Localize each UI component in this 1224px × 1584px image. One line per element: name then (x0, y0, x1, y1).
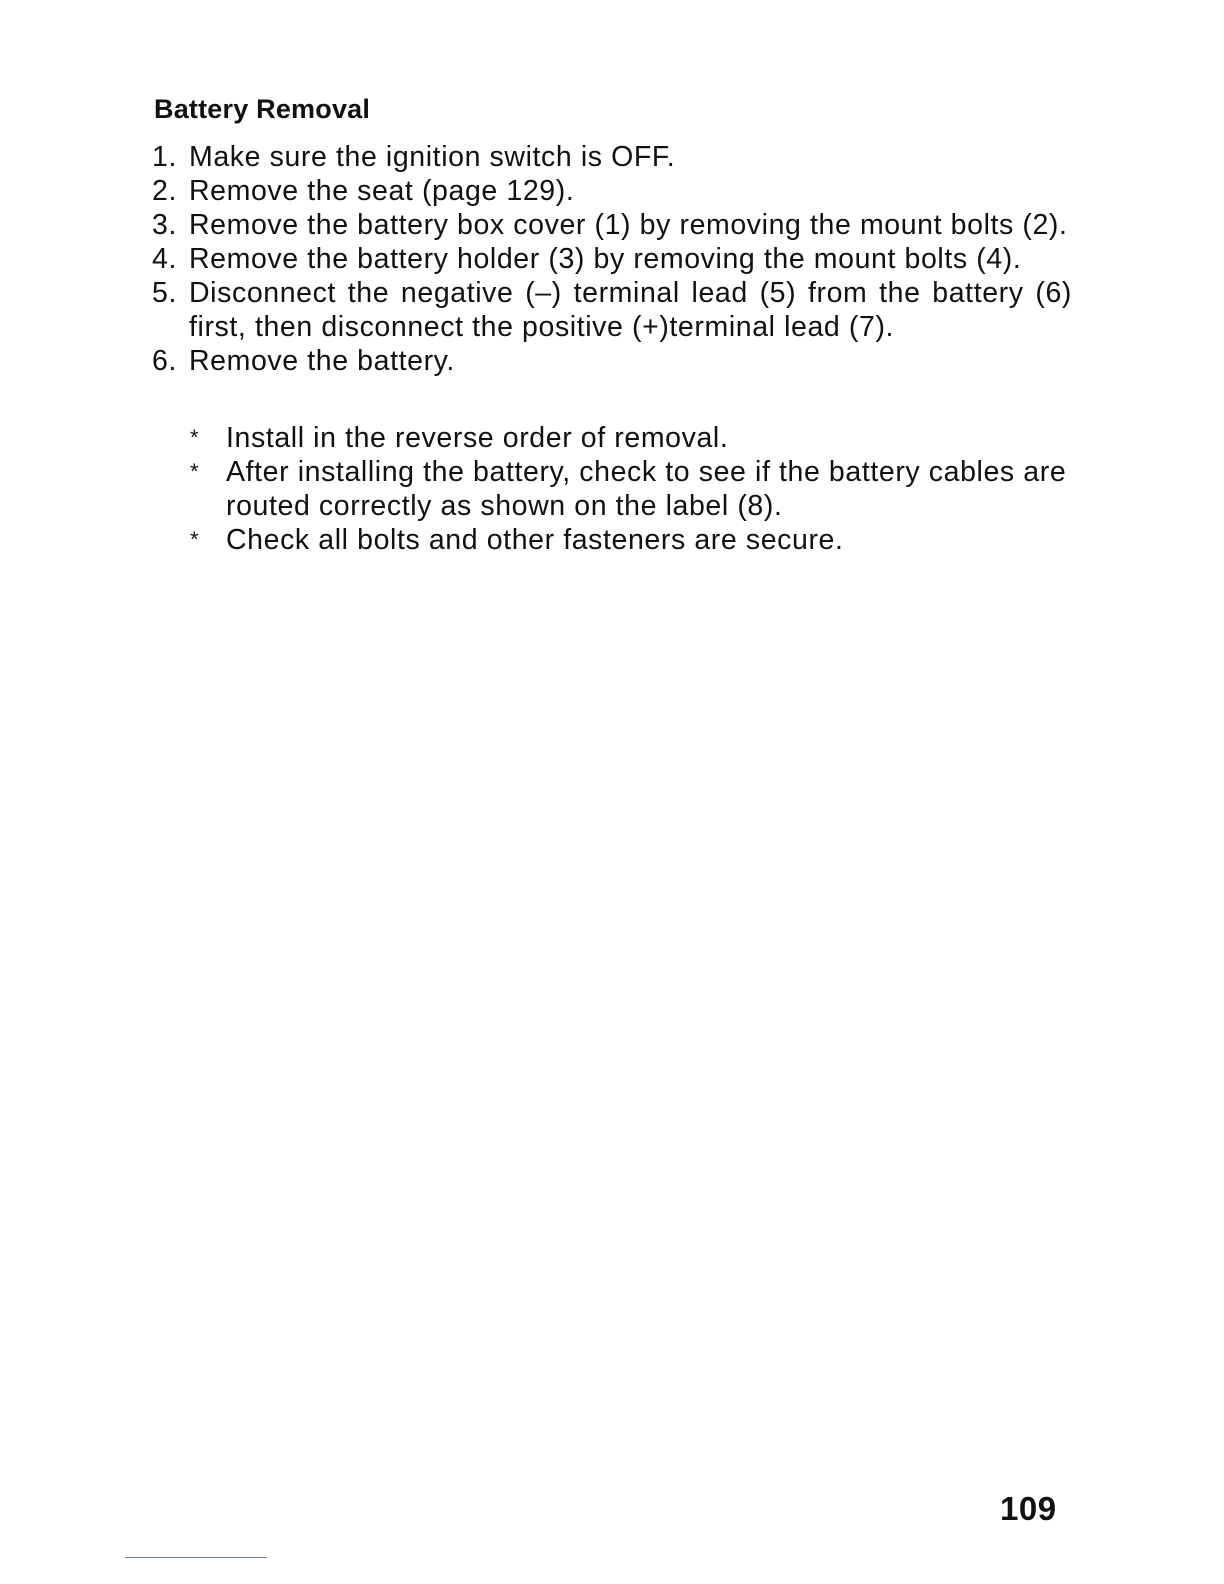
step-text: Remove the battery box cover (1) by removing the mount bolts (2). (189, 209, 1068, 241)
asterisk-icon: * (190, 425, 200, 450)
page-number: 109 (1000, 1490, 1057, 1527)
asterisk-icon: * (190, 527, 200, 552)
step-item (152, 208, 1072, 242)
step-text: Remove the seat (page 129). (189, 175, 575, 207)
removal-steps-list (152, 140, 1072, 378)
section-heading: Battery Removal (154, 94, 371, 124)
step-number: 6. (152, 345, 177, 377)
step-text: Remove the battery. (189, 345, 455, 377)
step-item (152, 140, 1072, 174)
step-text: Make sure the ignition switch is OFF. (189, 141, 676, 173)
note-text: After installing the battery, check to see if the battery cables are routed correctly as shown on the label (8). (226, 456, 1067, 522)
notes-list (190, 421, 1072, 557)
step-item (152, 276, 1072, 344)
step-number: 2. (152, 175, 177, 207)
step-text: Disconnect the negative (–) terminal lead (5) from the battery (6) first, then disconnect the positive (+)terminal lead (7). (189, 277, 1072, 343)
asterisk-icon: * (190, 459, 200, 484)
note-text: Check all bolts and other fasteners are secure. (226, 524, 844, 556)
note-text: Install in the reverse order of removal. (226, 422, 729, 454)
note-item (190, 523, 1072, 557)
step-number: 4. (152, 243, 177, 275)
step-item (152, 242, 1072, 276)
step-number: 3. (152, 209, 177, 241)
note-item (190, 421, 1072, 455)
step-number: 5. (152, 277, 177, 309)
note-item (190, 455, 1072, 523)
footer-divider (125, 1557, 267, 1558)
step-item (152, 344, 1072, 378)
step-number: 1. (152, 141, 177, 173)
step-item (152, 174, 1072, 208)
step-text: Remove the battery holder (3) by removing the mount bolts (4). (189, 243, 1022, 275)
